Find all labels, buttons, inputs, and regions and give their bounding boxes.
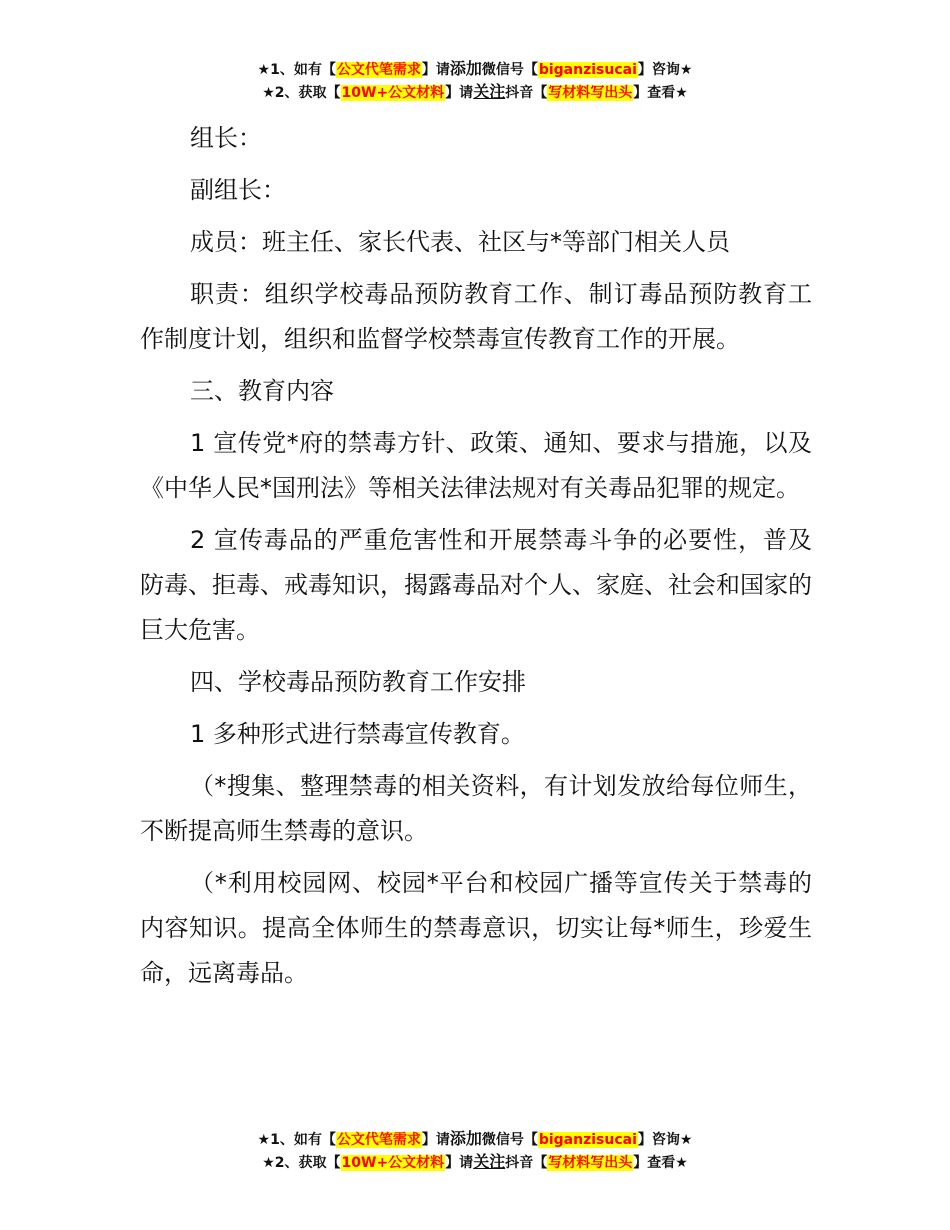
banner-text: 微信号【 (481, 1132, 538, 1148)
banner-highlight: 10W+公文材料 (341, 1155, 445, 1171)
banner-line-2 (0, 1151, 950, 1174)
paragraph: （*利用校园网、校园*平台和校园广播等宣传关于禁毒的内容知识。提高全体师生的禁毒意识，切实让每*师生，珍爱生命，远离毒品。 (140, 869, 812, 987)
paragraph: 职责：组织学校毒品预防教育工作、制订毒品预防教育工作制度计划，组织和监督学校禁毒宣传教育工作的开展。 (140, 280, 812, 353)
banner-text: 抖音【 (505, 85, 548, 101)
banner-text: ★2、获取【 (262, 1155, 341, 1171)
paragraph: 组长： (190, 124, 262, 152)
banner-text: 】请 (445, 85, 474, 101)
paragraph: 副组长： (190, 176, 286, 204)
banner-text: 】请 (445, 1155, 474, 1171)
banner-emphasis: 关注 (473, 1152, 506, 1171)
header-banner (0, 58, 950, 104)
banner-text: ★1、如有【 (257, 1132, 336, 1148)
banner-line-1 (0, 1128, 950, 1151)
banner-highlight: 公文代笔需求 (336, 1132, 421, 1148)
paragraph: 1 多种形式进行禁毒宣传教育。 (190, 720, 525, 748)
paragraph: 2 宣传毒品的严重危害性和开展禁毒斗争的必要性，普及防毒、拒毒、戒毒知识，揭露毒品对个人、家庭、社会和国家的巨大危害。 (140, 526, 812, 644)
banner-highlight: 写材料写出头 (548, 85, 633, 101)
banner-emphasis: 关注 (473, 82, 506, 101)
banner-highlight: biganzisucai (538, 62, 637, 78)
section-heading: 三、教育内容 (190, 377, 334, 405)
banner-text: 】咨询★ (637, 62, 693, 78)
banner-emphasis: 添加 (449, 59, 482, 78)
banner-text: 】查看★ (633, 85, 688, 101)
banner-highlight: 写材料写出头 (548, 1155, 633, 1171)
banner-text: 】请 (421, 62, 450, 78)
banner-line-1 (0, 58, 950, 81)
banner-text: ★2、获取【 (262, 85, 341, 101)
banner-line-2 (0, 81, 950, 104)
banner-text: 抖音【 (505, 1155, 548, 1171)
banner-highlight: 公文代笔需求 (336, 62, 421, 78)
banner-text: 】咨询★ (637, 1132, 693, 1148)
section-heading: 四、学校毒品预防教育工作安排 (190, 668, 526, 696)
banner-text: 】请 (421, 1132, 450, 1148)
banner-highlight: 10W+公文材料 (341, 85, 445, 101)
footer-banner (0, 1128, 950, 1174)
paragraph: （*搜集、整理禁毒的相关资料，有计划发放给每位师生，不断提高师生禁毒的意识。 (140, 772, 812, 845)
banner-text: ★1、如有【 (257, 62, 336, 78)
paragraph: 1 宣传党*府的禁毒方针、政策、通知、要求与措施，以及《中华人民*国刑法》等相关法律法规对有关毒品犯罪的规定。 (140, 429, 812, 502)
banner-text: 微信号【 (481, 62, 538, 78)
banner-text: 】查看★ (633, 1155, 688, 1171)
document-body (140, 116, 812, 1003)
banner-emphasis: 添加 (449, 1129, 482, 1148)
banner-highlight: biganzisucai (538, 1132, 637, 1148)
paragraph: 成员：班主任、家长代表、社区与*等部门相关人员 (190, 228, 730, 256)
